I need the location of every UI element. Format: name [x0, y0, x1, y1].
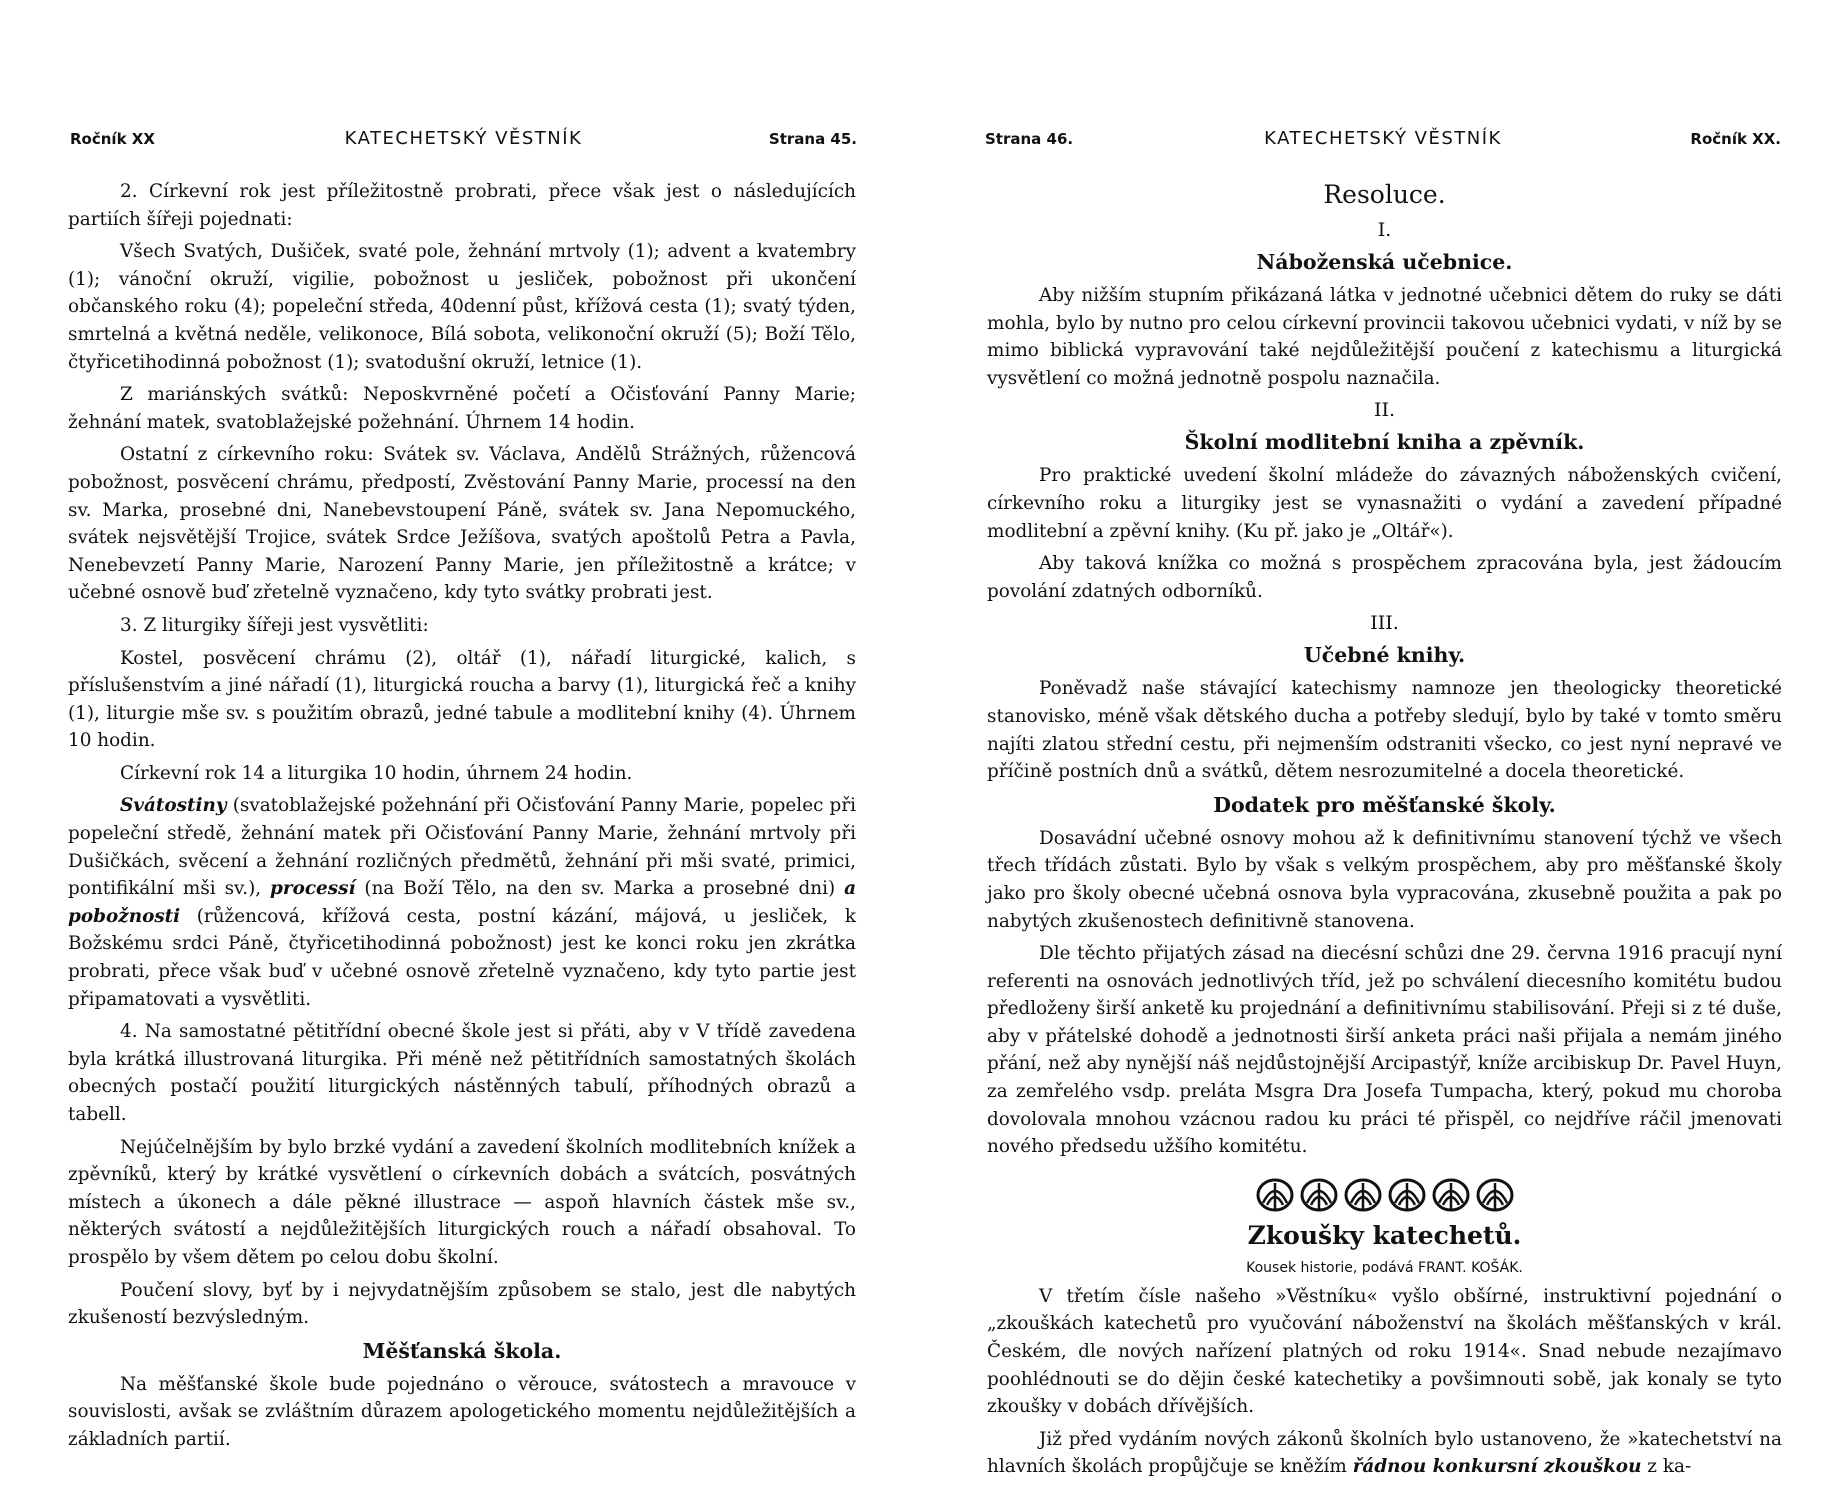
paragraph: Dle těchto přijatých zásad na diecésní schůzi dne 29. června 1916 pracují nyní referenti na osnovách jednotlivých tříd, jež po schválení diecesního komitétu budou předloženy širší anketě ku projednání a definitivnímu stabilisování. Přeji si z té duše, aby v přátelské dohodě a jednotnosti širší anketa práci naši přijala a nemám jiného přání, než aby nynější náš nejdůstojnější Arcipastýř, kníže arcibiskup Dr. Pavel Huyn, za zemřelého vsdp. preláta Msgra Dra Josefa Tumpacha, který, pokud mu choroba dovolovala mnohou vzácnou radou ku práci té přispěl, co nejdříve ráčil jmenovati nového předsedu užšího komitétu. [987, 943, 1782, 1158]
floral-ornament-icon [1343, 1175, 1383, 1215]
left-column [68, 178, 856, 1459]
floral-ornament-icon [1387, 1175, 1427, 1215]
paragraph: Aby taková knížka co možná s prospěchem zpracována byla, jest žádoucím povolání zdatných odborníků. [987, 553, 1782, 602]
paragraph: Poučení slovy, byť by i nejvydatnějším způsobem se stalo, jest dle nabytých zkušeností bezvýsledným. [68, 1279, 856, 1329]
emphasis: řádnou konkursní zkouškou [1352, 1456, 1642, 1478]
paragraph: Ostatní z církevního roku: Svátek sv. Václava, Andělů Strážných, růžencová pobožnost, posvěcení chrámu, předpostí, Zvěstování Panny Marie, processí na den sv. Marka, prosebné dni, Nanebevstoupení Páně, svátek sv. Jana Nepomuckého, svátek nejsvětější Trojice, svátek Srdce Ježíšova, svatých apoštolů Petra a Pavla, Nenebevzetí Panny Marie, Narození Panny Marie, jen příležitostně a krátce; v učebné osnově buď zřetelně vyznačeno, kdy tyto svátky probrati jest. [68, 444, 856, 604]
section-heading: Školní modlitební kniha a zpěvník. [1184, 430, 1585, 455]
emphasis: Svátostiny [120, 795, 227, 817]
paragraph: Aby nižším stupním přikázaná látka v jednotné učebnici dětem do ruky se dáti mohla, bylo by nutno pro celou církevní provincii takovou učebnici vydati, v níž by se mimo biblická vypravování také nejdůležitější poučení z katechismu a liturgická vysvětlení co možná jednotně pospolu naznačila. [987, 285, 1782, 389]
text-run: z ka- [1641, 1456, 1692, 1478]
text-run: (růžencová, křížová cesta, postní kázání, májová, u jesliček, k Božskému srdci Páně, čtyřicetihodinná pobožnost) jest ke konci roku jen zkrátka probrati, přece však buď v učebné osnově zřetelně vyznačeno, kdy tyto partie jest připamatovati a vysvětliti. [68, 905, 856, 1010]
article-title: Zkoušky katechetů. [1247, 1220, 1522, 1250]
paragraph [987, 1426, 1782, 1481]
paragraph: 3. Z liturgiky šířeji jest vysvětliti: [120, 614, 429, 636]
paragraph: Kostel, posvěcení chrámu (2), oltář (1), nářadí liturgické, kalich, s příslušenstvím a jiné nářadí (1), liturgická roucha a barvy (1), liturgická řeč a knihy (1), liturgie mše sv. s použitím obrazů, jedné tabule a modlitební knihy (4). Úhrnem 10 hodin. [68, 647, 856, 752]
section-heading: Učebné knihy. [1303, 643, 1466, 668]
emphasis: a pobožnosti [68, 878, 856, 927]
volume-label: Ročník XX. [1690, 130, 1781, 148]
page-number: Strana 46. [985, 130, 1074, 148]
paragraph: Nejúčelnějším by bylo brzké vydání a zavedení školních modlitebních knížek a zpěvníků, který by krátké vysvětlení o církevních dobách a svátcích, posvátných místech a úkonech a dále pěkné illustrace — aspoň hlavních částek mše sv., některých svátostí a nejdůležitějších liturgických rouch a nářadí obsahoval. To prospělo by všem dětem po celou dobu školní. [68, 1136, 856, 1268]
text-run: Již před vydáním nových zákonů školních bylo ustanoveno, že »katechetství na hlavních školách propůjčuje se kněžím [987, 1428, 1782, 1478]
floral-ornament-icon [1431, 1175, 1471, 1215]
paragraph: V třetím čísle našeho »Věstníku« vyšlo obšírné, instruktivní pojednání o „zkouškách katechetů pro vyučování náboženství na školách měšťanských v král. Českém, dle nových nařízení platných od roku 1914«. Snad nebude nezajímavo poohlédnouti se do dějin české katechetiky a povšimnouti sobě, jak konaly se tyto zkoušky v dobách dřívějších. [987, 1285, 1782, 1418]
floral-ornament-icon [987, 1175, 1782, 1215]
floral-ornament-icon [1475, 1175, 1515, 1215]
text-run: (na Boží Tělo, na den sv. Marka a prosebné dni) [355, 878, 845, 900]
text-run: (svatoblažejské požehnání při Očisťování Panny Marie, popelec při popeleční středě, žehnání matek při Očisťování Panny Marie, žehnání mrtvoly při Dušičkách, svěcení a žehnání rozličných předmětů, žehnání při mši svaté, primici, pontifikální mši sv.), [68, 795, 856, 900]
paragraph: 2. Církevní rok jest příležitostně probrati, přece však jest o následujících partiích šířeji pojednati: [68, 181, 856, 230]
journal-title: KATECHETSKÝ VĚSTNÍK [1264, 128, 1502, 149]
paragraph: Církevní rok 14 a liturgika 10 hodin, úhrnem 24 hodin. [120, 762, 633, 784]
paragraph: Pro praktické uvedení školní mládeže do závazných náboženských cvičení, církevního roku a liturgiky jest se vynasnažiti o vydání a zavedení případné modlitební a zpěvní knihy. (Ku př. jako je „Oltář«). [987, 465, 1782, 542]
journal-title: KATECHETSKÝ VĚSTNÍK [344, 128, 583, 149]
section-number: II. [1373, 399, 1396, 422]
section-number: I. [1377, 219, 1392, 241]
right-column [987, 178, 1782, 1486]
floral-ornament-icon [1255, 1175, 1295, 1215]
section-heading: Dodatek pro měšťanské školy. [1213, 792, 1556, 817]
paragraph: Dosavádní učebné osnovy mohou až k definitivnímu stanovení týchž ve všech třech třídách zůstati. Bylo by však s velkým prospěchem, aby pro měšťanské školy jako pro školy obecné učebná osnova byla vypracována, zkusebně použita a pak po nabytých zkušenostech definitivně stanovena. [987, 827, 1782, 932]
volume-label: Ročník XX [70, 130, 155, 148]
right-page [919, 0, 1838, 1500]
section-heading: Měšťanská škola. [362, 1338, 562, 1363]
byline: Kousek historie, podává FRANT. KOŠÁK. [1246, 1259, 1523, 1276]
section-number: III. [1370, 612, 1399, 635]
paragraph: Všech Svatých, Dušiček, svaté pole, žehnání mrtvoly (1); advent a kvatembry (1); vánoční okruží, vigilie, pobožnost u jesliček, pobožnost při ukončení občanského roku (4); popeleční středa, 40denní půst, křížová cesta (1); svatý týden, smrtelná a květná neděle, velikonoce, Bílá sobota, velikonoční okruží (5); Boží Tělo, čtyřicetihodinná pobožnost (1); svatodušní okruží, letnice (1). [68, 241, 856, 373]
section-heading: Náboženská učebnice. [1256, 250, 1513, 274]
paragraph: 4. Na samostatné pětitřídní obecné škole jest si přáti, aby v V třídě zavedena byla krátká illustrovaná liturgika. Při méně než pětitřídních samostatných školách obecných postačí použití liturgických nástěnných tabulí, příhodných obrazů a tabell. [68, 1021, 856, 1125]
floral-ornament-icon [1299, 1175, 1339, 1215]
emphasis: processí [270, 878, 356, 900]
article-title: Resoluce. [1323, 180, 1446, 209]
paragraph-svatostiny [68, 792, 856, 1013]
paragraph: Poněvadž naše stávající katechismy namnoze jen theologicky theoretické stanovisko, méně však dětského ducha a potřeby sledují, bylo by také v tomto směru najíti zlatou střední cestu, při nejmenším odstraniti všecko, co jest nyní nepravé ve příčině postních dnů a svátků, dětem nesrozumitelné a docela theoretické. [987, 678, 1782, 783]
paragraph: Z mariánských svátků: Neposkvrněné početí a Očisťování Panny Marie; žehnání matek, svatoblažejské požehnání. Úhrnem 14 hodin. [68, 384, 856, 433]
page-number: Strana 45. [768, 130, 857, 148]
paragraph: Na měšťanské škole bude pojednáno o věrouce, svátostech a mravouce v souvislosti, avšak se zvláštním důrazem apologetického momentu nejdůležitějších a základních partií. [68, 1373, 856, 1450]
